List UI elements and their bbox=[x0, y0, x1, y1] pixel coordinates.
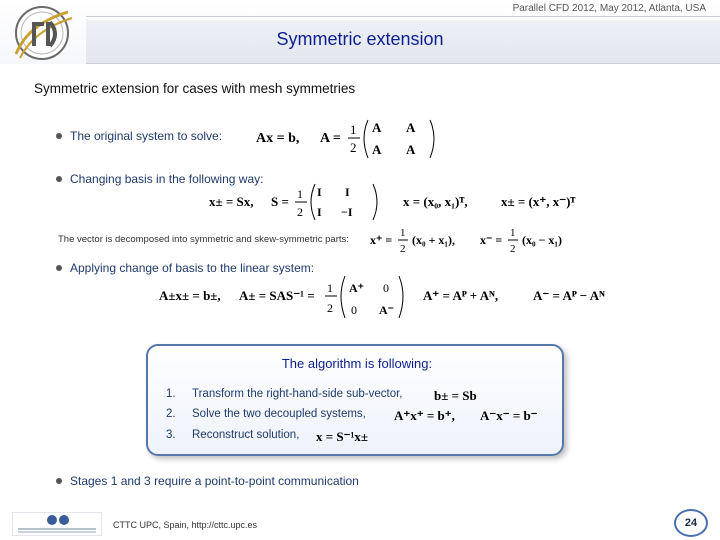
svg-text:1: 1 bbox=[297, 187, 303, 201]
svg-text:1: 1 bbox=[327, 281, 333, 295]
step-number: 1. bbox=[166, 388, 176, 400]
svg-text:A: A bbox=[406, 120, 416, 135]
svg-text:A⁺: A⁺ bbox=[349, 281, 364, 295]
svg-text:Ax = b,: Ax = b, bbox=[256, 131, 300, 146]
svg-text:2: 2 bbox=[297, 205, 303, 219]
svg-text:I: I bbox=[345, 185, 350, 199]
bullet-text: Applying change of basis to the linear system: bbox=[70, 261, 315, 275]
equation-apply-basis bbox=[155, 272, 625, 322]
conference-label: Parallel CFD 2012, May 2012, Atlanta, USA bbox=[512, 3, 706, 14]
bullet-dot bbox=[56, 478, 62, 484]
svg-text:(x₀ + x₁),: (x₀ + x₁), bbox=[412, 233, 456, 247]
svg-text:x± = Sx,: x± = Sx, bbox=[209, 194, 254, 209]
algorithm-box bbox=[146, 344, 564, 456]
svg-text:A± = SAS⁻¹ =: A± = SAS⁻¹ = bbox=[239, 288, 315, 303]
cttc-logo bbox=[12, 512, 102, 536]
footer-credit: CTTC UPC, Spain, http://cttc.upc.es bbox=[113, 520, 258, 530]
svg-text:1: 1 bbox=[510, 227, 516, 239]
svg-text:A⁺x⁺ = b⁺,: A⁺x⁺ = b⁺, bbox=[394, 408, 455, 423]
svg-text:x = S⁻¹x±: x = S⁻¹x± bbox=[316, 429, 369, 444]
equation-original-system bbox=[250, 114, 450, 162]
svg-text:2: 2 bbox=[400, 243, 406, 255]
svg-text:1: 1 bbox=[350, 122, 357, 137]
svg-text:A⁻: A⁻ bbox=[379, 303, 394, 317]
svg-text:A⁻x⁻ = b⁻: A⁻x⁻ = b⁻ bbox=[480, 408, 538, 423]
bullet-dot bbox=[56, 176, 62, 182]
bullet-text: Changing basis in the following way: bbox=[70, 172, 264, 186]
svg-text:−I: −I bbox=[341, 205, 353, 219]
svg-text:A: A bbox=[406, 142, 416, 157]
svg-text:0: 0 bbox=[351, 303, 357, 317]
step-number: 2. bbox=[166, 408, 176, 420]
institution-logo bbox=[8, 4, 82, 62]
header-divider bbox=[86, 16, 720, 17]
svg-text:2: 2 bbox=[350, 140, 357, 155]
bullet-communication bbox=[56, 474, 359, 488]
algorithm-equations bbox=[148, 346, 566, 458]
equation-change-basis bbox=[205, 180, 585, 224]
svg-text:0: 0 bbox=[383, 281, 389, 295]
svg-text:A⁻ = Aᴾ − Aᴺ: A⁻ = Aᴾ − Aᴺ bbox=[533, 288, 605, 303]
svg-text:I: I bbox=[317, 185, 322, 199]
svg-text:2: 2 bbox=[327, 301, 333, 315]
step-number: 3. bbox=[166, 429, 176, 441]
svg-text:x⁺ =: x⁺ = bbox=[370, 233, 393, 247]
svg-text:1: 1 bbox=[400, 227, 406, 239]
svg-text:x = (x₀, x₁)ᵀ,: x = (x₀, x₁)ᵀ, bbox=[403, 194, 468, 209]
bullet-text: The original system to solve: bbox=[70, 129, 223, 143]
step-text: Reconstruct solution, bbox=[192, 429, 300, 441]
algorithm-title: The algorithm is following: bbox=[281, 356, 433, 371]
svg-text:A =: A = bbox=[320, 131, 341, 146]
step-text: Transform the right-hand-side sub-vector, bbox=[192, 388, 403, 400]
svg-text:A±x± = b±,: A±x± = b±, bbox=[159, 288, 221, 303]
slide-title: Symmetric extension bbox=[276, 29, 444, 49]
svg-text:(x₀ − x₁): (x₀ − x₁) bbox=[522, 233, 563, 247]
svg-text:A: A bbox=[372, 120, 382, 135]
equation-decomposition bbox=[368, 222, 568, 256]
step-text: Solve the two decoupled systems, bbox=[192, 408, 366, 420]
bullet-original-system bbox=[56, 129, 222, 143]
bullet-dot bbox=[56, 133, 62, 139]
svg-text:x⁻ =: x⁻ = bbox=[480, 233, 503, 247]
section-subtitle: Symmetric extension for cases with mesh symmetries bbox=[34, 81, 356, 96]
bullet-text: Stages 1 and 3 require a point-to-point communication bbox=[70, 474, 359, 488]
svg-text:I: I bbox=[317, 205, 322, 219]
svg-text:S =: S = bbox=[271, 194, 289, 209]
svg-text:x± = (x⁺, x⁻)ᵀ: x± = (x⁺, x⁻)ᵀ bbox=[501, 194, 576, 209]
page-number: 24 bbox=[674, 509, 708, 537]
decomposition-note: The vector is decomposed into symmetric and skew-symmetric parts: bbox=[58, 234, 349, 245]
svg-text:A: A bbox=[372, 142, 382, 157]
svg-text:b± = Sb: b± = Sb bbox=[434, 388, 477, 403]
bullet-dot bbox=[56, 265, 62, 271]
svg-text:2: 2 bbox=[510, 243, 516, 255]
svg-text:A⁺ = Aᴾ + Aᴺ,: A⁺ = Aᴾ + Aᴺ, bbox=[423, 288, 499, 303]
